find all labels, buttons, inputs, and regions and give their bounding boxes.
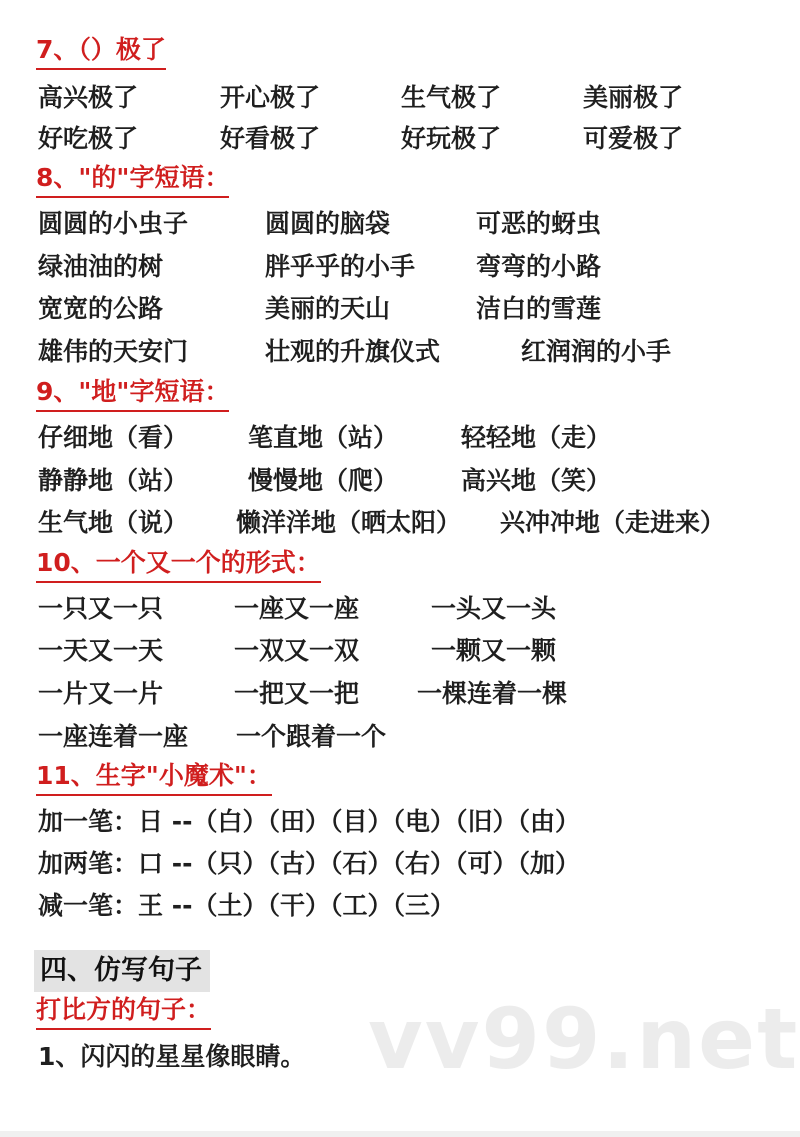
section-10-row	[0, 591, 800, 627]
phrase: 一座又一座	[234, 594, 360, 623]
phrase: 美丽极了	[583, 83, 684, 112]
magic-line: 加一笔：日 --（白）（田）（目）（电）（旧）（由）	[38, 807, 580, 836]
phrase: 好吃极了	[38, 124, 139, 153]
section-8-row	[0, 291, 800, 327]
phrase: 弯弯的小路	[476, 252, 602, 281]
phrase: 美丽的天山	[265, 294, 391, 323]
phrase: 一个跟着一个	[236, 722, 387, 751]
phrase: 高兴极了	[38, 83, 139, 112]
phrase: 一片又一片	[38, 679, 164, 708]
phrase: 绿油油的树	[38, 252, 164, 281]
section-8-row	[0, 249, 800, 285]
section-8-heading: 8、"的"字短语：	[36, 164, 229, 198]
phrase: 高兴地（笑）	[461, 466, 612, 495]
section-10-heading: 10、一个又一个的形式：	[36, 549, 321, 583]
section-9-heading: 9、"地"字短语：	[36, 378, 229, 412]
phrase: 开心极了	[220, 83, 321, 112]
section-7-heading: 7、（）极了	[36, 36, 166, 70]
phrase: 一天又一天	[38, 636, 164, 665]
magic-line: 加两笔：口 --（只）（古）（石）（右）（可）（加）	[38, 849, 580, 878]
phrase: 兴冲冲地（走进来）	[500, 508, 726, 537]
phrase: 一座连着一座	[38, 722, 189, 751]
phrase: 一头又一头	[431, 594, 557, 623]
section-10-row	[0, 719, 800, 755]
phrase: 好看极了	[220, 124, 321, 153]
phrase: 一只又一只	[38, 594, 164, 623]
watermark: vv99.net	[368, 990, 800, 1088]
metaphor-heading: 打比方的句子：	[36, 996, 211, 1030]
phrase: 圆圆的小虫子	[38, 209, 189, 238]
section-11-heading: 11、生字"小魔术"：	[36, 762, 272, 796]
phrase: 可爱极了	[583, 124, 684, 153]
section-9-row	[0, 420, 800, 456]
phrase: 生气极了	[401, 83, 502, 112]
section-8-row	[0, 334, 800, 370]
phrase: 胖乎乎的小手	[265, 252, 416, 281]
phrase: 轻轻地（走）	[461, 423, 612, 452]
page-bottom-edge	[0, 1131, 800, 1137]
phrase: 笔直地（站）	[248, 423, 399, 452]
phrase: 一把又一把	[234, 679, 360, 708]
phrase: 一双又一双	[234, 636, 360, 665]
phrase: 一棵连着一棵	[417, 679, 568, 708]
phrase: 红润润的小手	[521, 337, 672, 366]
section-7-row	[0, 121, 800, 157]
section-10-row	[0, 633, 800, 669]
section-7-row	[0, 80, 800, 116]
phrase: 生气地（说）	[38, 508, 189, 537]
part-4-title: 四、仿写句子	[34, 950, 210, 992]
phrase: 懒洋洋地（晒太阳）	[236, 508, 462, 537]
section-8-row	[0, 206, 800, 242]
phrase: 雄伟的天安门	[38, 337, 189, 366]
section-9-row	[0, 505, 800, 541]
phrase: 仔细地（看）	[38, 423, 189, 452]
phrase: 可恶的蚜虫	[476, 209, 602, 238]
phrase: 宽宽的公路	[38, 294, 164, 323]
example-sentence: 1、闪闪的星星像眼睛。	[38, 1042, 306, 1071]
phrase: 静静地（站）	[38, 466, 189, 495]
phrase: 好玩极了	[401, 124, 502, 153]
phrase: 洁白的雪莲	[476, 294, 602, 323]
magic-line: 减一笔：王 --（土）（干）（工）（三）	[38, 891, 455, 920]
section-10-row	[0, 676, 800, 712]
phrase: 一颗又一颗	[431, 636, 557, 665]
phrase: 壮观的升旗仪式	[265, 337, 441, 366]
section-9-row	[0, 463, 800, 499]
phrase: 慢慢地（爬）	[248, 466, 399, 495]
phrase: 圆圆的脑袋	[265, 209, 391, 238]
